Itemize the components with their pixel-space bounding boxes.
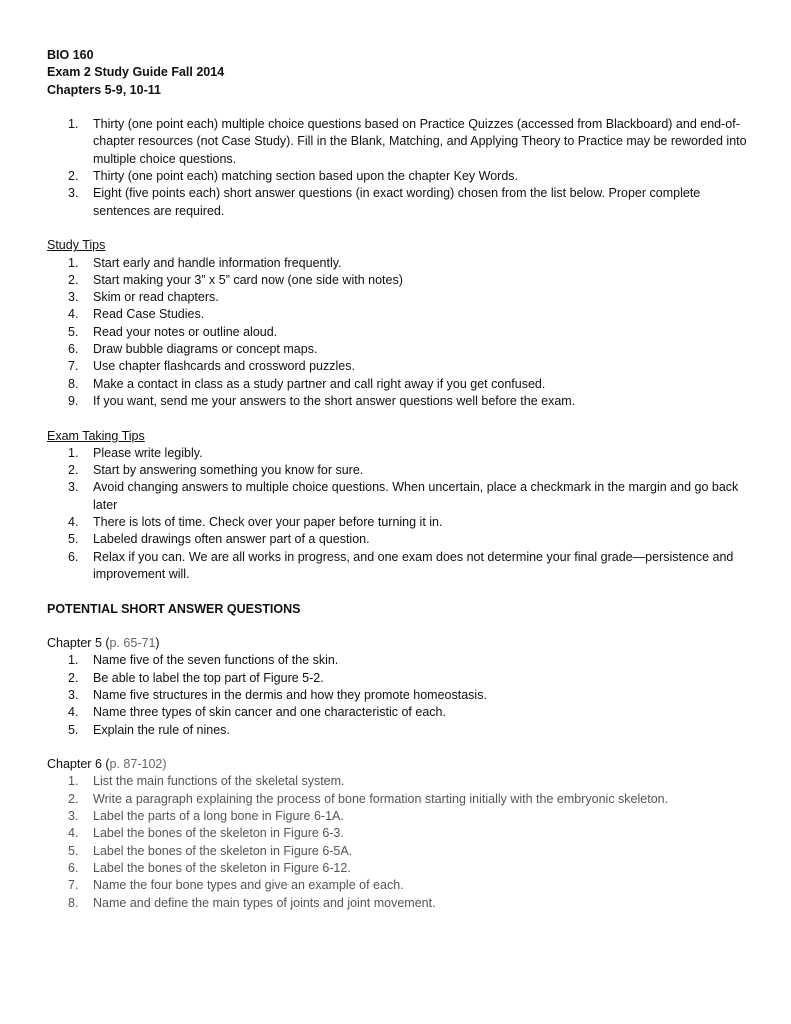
item-number: 3. xyxy=(68,186,79,201)
item-number: 3. xyxy=(68,290,79,305)
item-number: 3. xyxy=(68,480,79,495)
list-item xyxy=(47,514,747,531)
item-number: 2. xyxy=(68,791,79,806)
item-text: Skim or read chapters. xyxy=(93,290,219,305)
item-text: Start making your 3” x 5” card now (one side with notes) xyxy=(93,272,403,287)
short-answer-heading: POTENTIAL SHORT ANSWER QUESTIONS xyxy=(47,601,301,616)
list-item xyxy=(47,168,747,185)
close-paren: ) xyxy=(162,757,167,772)
item-number: 7. xyxy=(68,359,79,374)
list-item xyxy=(47,808,747,825)
item-text: Label the bones of the skeleton in Figure 6-3. xyxy=(93,826,344,841)
item-number: 8. xyxy=(68,376,79,391)
item-text: There is lots of time. Check over your paper before turning it in. xyxy=(93,515,443,530)
item-text: Write a paragraph explaining the process of bone formation starting initially with the embryonic skeleton. xyxy=(93,791,669,806)
list-item xyxy=(47,895,747,912)
item-number: 2. xyxy=(68,272,79,287)
item-number: 9. xyxy=(68,393,79,408)
list-item xyxy=(47,272,747,289)
guide-title: Exam 2 Study Guide Fall 2014 xyxy=(47,65,225,80)
item-text: Name five of the seven functions of the skin. xyxy=(93,653,339,668)
item-text: Make a contact in class as a study partner and call right away if you get confused. xyxy=(93,376,546,391)
page-range: p. 65-71 xyxy=(109,636,156,651)
item-number: 2. xyxy=(68,463,79,478)
item-text: List the main functions of the skeletal system. xyxy=(93,774,345,789)
item-number: 5. xyxy=(68,722,79,737)
item-number: 2. xyxy=(68,670,79,685)
item-number: 5. xyxy=(68,843,79,858)
item-text: Please write legibly. xyxy=(93,445,203,460)
item-text: Read your notes or outline aloud. xyxy=(93,324,278,339)
list-item xyxy=(47,479,747,514)
list-item xyxy=(47,116,747,168)
item-text: Label the parts of a long bone in Figure 6-1A. xyxy=(93,809,344,824)
list-item xyxy=(47,791,747,808)
item-text: Thirty (one point each) multiple choice questions based on Practice Quizzes (accessed from Blackboard) and end-of-chapter resources (not Case Study). Fill in the Blank, Matching, and Applying Theory to Practice may be reworded into multiple choice questions. xyxy=(93,117,747,166)
item-text: Label the bones of the skeleton in Figure 6-5A. xyxy=(93,843,353,858)
list-item xyxy=(47,358,747,375)
item-text: Name three types of skin cancer and one characteristic of each. xyxy=(93,705,446,720)
list-item xyxy=(47,324,747,341)
item-number: 2. xyxy=(68,169,79,184)
chapter-6-questions xyxy=(47,773,747,911)
item-number: 5. xyxy=(68,324,79,339)
item-text: Use chapter flashcards and crossword puzzles. xyxy=(93,359,355,374)
item-number: 6. xyxy=(68,342,79,357)
item-text: Eight (five points each) short answer questions (in exact wording) chosen from the list below. Proper complete sentences are required. xyxy=(93,186,701,218)
list-item xyxy=(47,185,747,220)
chapter-5-heading xyxy=(47,635,747,652)
item-number: 3. xyxy=(68,687,79,702)
item-text: Relax if you can. We are all works in progress, and one exam does not determine your final grade—persistence and improvement will. xyxy=(93,549,734,581)
list-item xyxy=(47,255,747,272)
study-tips-list xyxy=(47,255,747,411)
item-number: 4. xyxy=(68,515,79,530)
item-text: Name the four bone types and give an example of each. xyxy=(93,878,404,893)
exam-tips-heading: Exam Taking Tips xyxy=(47,428,145,443)
chapters-covered: Chapters 5-9, 10-11 xyxy=(47,82,161,97)
item-number: 6. xyxy=(68,860,79,875)
item-text: Draw bubble diagrams or concept maps. xyxy=(93,342,318,357)
item-text: Avoid changing answers to multiple choice questions. When uncertain, place a checkmark in the margin and go back later xyxy=(93,480,739,512)
chapter-label: Chapter 5 ( xyxy=(47,636,110,651)
list-item xyxy=(47,445,747,462)
list-item xyxy=(47,289,747,306)
list-item xyxy=(47,462,747,479)
list-item xyxy=(47,549,747,584)
item-number: 1. xyxy=(68,774,79,789)
document-page xyxy=(47,47,747,912)
item-text: Be able to label the top part of Figure 5-2. xyxy=(93,670,324,685)
chapter-6-heading xyxy=(47,756,747,773)
item-number: 4. xyxy=(68,826,79,841)
list-item xyxy=(47,877,747,894)
item-number: 7. xyxy=(68,878,79,893)
list-item xyxy=(47,306,747,323)
item-text: Read Case Studies. xyxy=(93,307,205,322)
item-number: 3. xyxy=(68,809,79,824)
item-number: 1. xyxy=(68,445,79,460)
item-text: Label the bones of the skeleton in Figure 6-12. xyxy=(93,860,351,875)
list-item xyxy=(47,860,747,877)
item-number: 4. xyxy=(68,705,79,720)
item-text: Start by answering something you know for sure. xyxy=(93,463,364,478)
exam-format-list xyxy=(47,116,747,220)
item-number: 5. xyxy=(68,532,79,547)
chapter-5-questions xyxy=(47,652,747,738)
item-number: 1. xyxy=(68,117,79,132)
item-text: Labeled drawings often answer part of a question. xyxy=(93,532,370,547)
study-tips-heading: Study Tips xyxy=(47,238,106,253)
list-item xyxy=(47,843,747,860)
chapter-label: Chapter 6 ( xyxy=(47,757,110,772)
item-text: Name and define the main types of joints and joint movement. xyxy=(93,895,436,910)
list-item xyxy=(47,825,747,842)
item-number: 1. xyxy=(68,255,79,270)
item-number: 1. xyxy=(68,653,79,668)
list-item xyxy=(47,704,747,721)
list-item xyxy=(47,652,747,669)
item-text: If you want, send me your answers to the short answer questions well before the exam. xyxy=(93,393,576,408)
list-item xyxy=(47,722,747,739)
item-number: 8. xyxy=(68,895,79,910)
list-item xyxy=(47,376,747,393)
close-paren: ) xyxy=(155,636,160,651)
item-number: 4. xyxy=(68,307,79,322)
item-number: 6. xyxy=(68,549,79,564)
course-code: BIO 160 xyxy=(47,48,94,62)
list-item xyxy=(47,687,747,704)
item-text: Thirty (one point each) matching section based upon the chapter Key Words. xyxy=(93,169,519,184)
exam-tips-list xyxy=(47,445,747,583)
list-item xyxy=(47,531,747,548)
page-range: p. 87-102 xyxy=(109,757,163,772)
list-item xyxy=(47,341,747,358)
item-text: Start early and handle information frequently. xyxy=(93,255,342,270)
item-text: Name five structures in the dermis and how they promote homeostasis. xyxy=(93,687,487,702)
list-item xyxy=(47,773,747,790)
list-item xyxy=(47,393,747,410)
item-text: Explain the rule of nines. xyxy=(93,722,230,737)
document-header xyxy=(47,47,747,99)
list-item xyxy=(47,670,747,687)
